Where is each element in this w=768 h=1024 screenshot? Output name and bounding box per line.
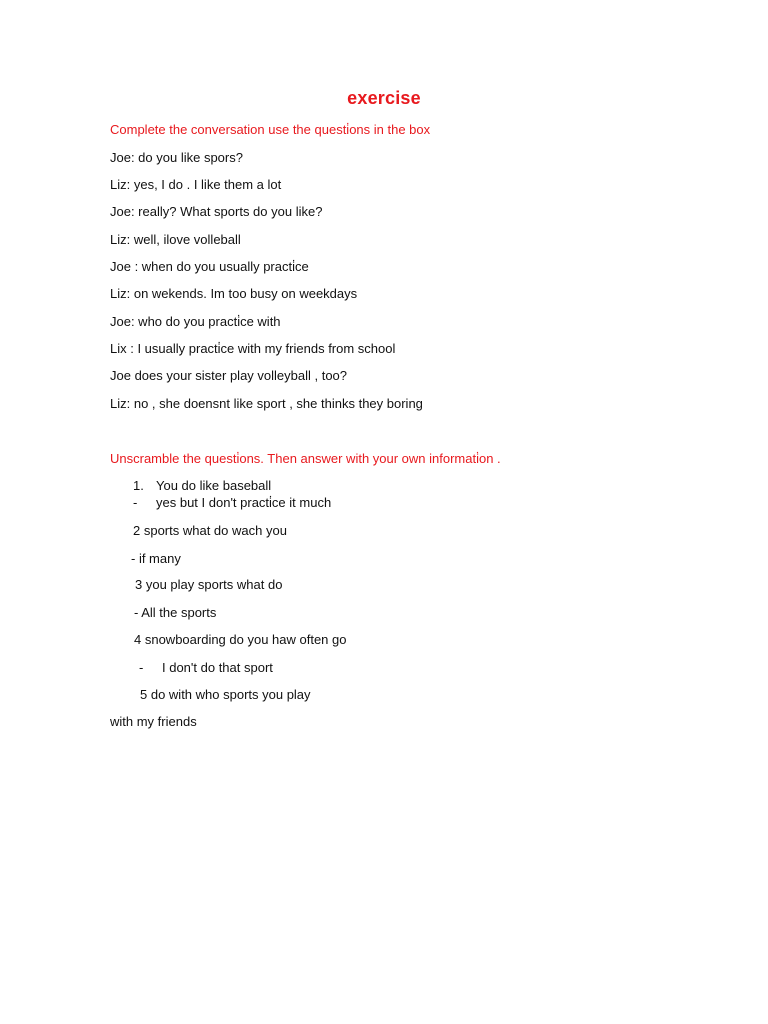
- list-marker: -: [133, 495, 138, 510]
- instruction-conversation: Complete the conversation use the questi̇ons in the box: [110, 122, 431, 137]
- list-item: - if many: [131, 551, 181, 566]
- list-item: 3 you play sports what do: [135, 577, 283, 592]
- dialogue-line: Joe: really? What sports do you like?: [110, 204, 323, 219]
- page-title: exercise: [347, 88, 421, 108]
- list-marker: 1.: [133, 478, 144, 493]
- instruction-unscramble: Unscramble the questi̇ons. Then answer with your own informati̇on .: [110, 451, 501, 466]
- list-item: yes but I don't practi̇ce it much: [156, 495, 332, 510]
- list-item: You do like baseball: [156, 478, 272, 493]
- list-item: 2 sports what do wach you: [133, 523, 287, 538]
- dialogue-line: Lix : I usually practi̇ce with my friends from school: [110, 341, 396, 356]
- list-marker: -: [139, 660, 144, 675]
- list-item: with my friends: [110, 714, 197, 729]
- dialogue-line: Liz: yes, I do . I like them a lot: [110, 177, 282, 192]
- dialogue-line: Joe: who do you practi̇ce with: [110, 314, 281, 329]
- dialogue-line: Joe : when do you usually practi̇ce: [110, 259, 309, 274]
- dialogue-line: Liz: no , she doensnt like sport , she thinks they boring: [110, 396, 423, 411]
- list-item: 5 do with who sports you play: [140, 687, 311, 702]
- dialogue-line: Liz: on wekends. Im too busy on weekdays: [110, 286, 358, 301]
- dialogue-line: Joe does your sister play volleyball , too?: [110, 368, 348, 383]
- dialogue-line: Joe: do you like spors?: [110, 150, 243, 165]
- list-item: 4 snowboarding do you haw often go: [134, 632, 347, 647]
- dialogue-line: Liz: well, ilove volleball: [110, 232, 241, 247]
- list-item: I don't do that sport: [162, 660, 273, 675]
- list-item: - All the sports: [134, 605, 217, 620]
